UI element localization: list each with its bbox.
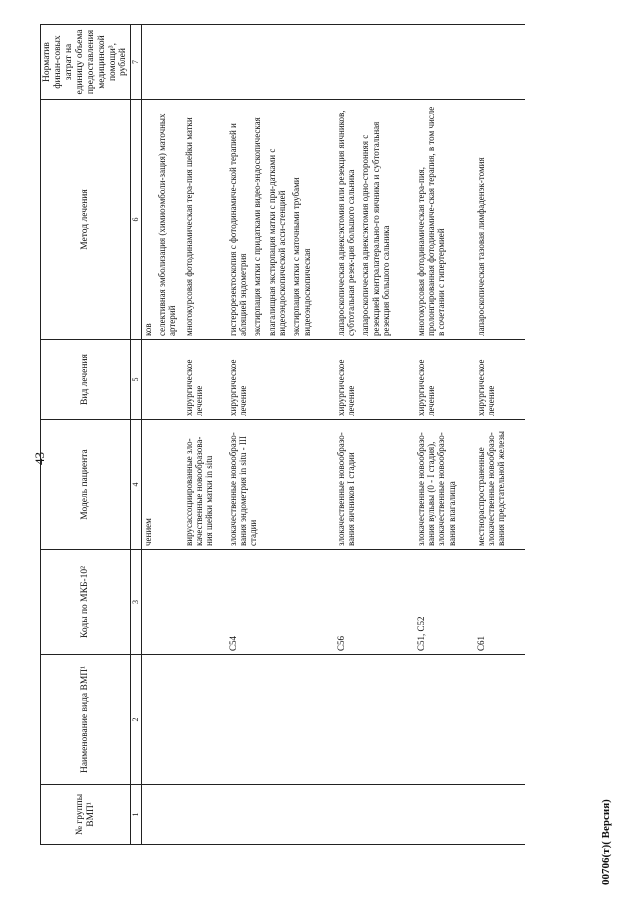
table-row [141, 25, 183, 845]
table-row [335, 25, 415, 845]
treatment-method: лапароскопическая тазовая лимфаденэк-томия [475, 157, 486, 336]
page-number: 43 [32, 452, 47, 465]
header-row [41, 25, 131, 845]
header-cost-standard: Норматив финан-совых затрат на единицу объема предоставления медицинской помощи³, рублей [41, 25, 131, 100]
treatment-methods [227, 100, 335, 340]
treatment-method: влагалищная экстирпация матки с при-датками с видеоэндоскопической асси-стенцией [266, 148, 287, 336]
treatment-methods [415, 100, 475, 340]
treatment-method: ков [142, 323, 153, 336]
header-treatment-type: Вид лечения [41, 340, 131, 420]
header-patient-model: Модель пациента [41, 420, 131, 550]
column-number: 4 [131, 420, 141, 550]
treatment-table [40, 24, 525, 845]
table-row [475, 25, 525, 845]
document-footer: 00706(т)( Версия) [600, 799, 612, 885]
icd-code: C61 [475, 550, 525, 655]
patient-model: злокачественные новообразо-вания вульвы (0 - I стадия), злокачественные новообразо-вания влагалища [415, 420, 475, 550]
icd-code [141, 550, 183, 655]
treatment-type: хирургическое лечение [227, 340, 335, 420]
patient-model: злокачественные новообразо-вания яичников I стадии [335, 420, 415, 550]
column-number: 5 [131, 340, 141, 420]
column-number: 6 [131, 100, 141, 340]
header-vmp-name: Наименование вида ВМП¹ [41, 655, 131, 785]
treatment-method: экстирпация матки с маточными трубами видеоэндоскопическая [291, 177, 312, 336]
treatment-method: многокурсовая фотодинамическая тера-пия, пролонгированная фотодинамиче-ская терапия, в том числе в сочетании с гипертермией [415, 106, 447, 336]
icd-code: C54 [227, 550, 335, 655]
header-group-number: № группы ВМП¹ [41, 785, 131, 845]
patient-model: злокачественные новообразо-вания эндометрия in situ - III стадии [227, 420, 335, 550]
column-number: 7 [131, 25, 141, 100]
icd-code [183, 550, 227, 655]
treatment-method: лапароскопическая аднексэктомия или резекция яичников, субтотальная резек-ция большого сальника [335, 110, 356, 336]
patient-model: вирусассоциированные зло-качественные новообразова-ния шейки матки in situ [183, 420, 227, 550]
header-treatment-method: Метод лечения [41, 100, 131, 340]
patient-model: чением [141, 420, 183, 550]
patient-model: местнораспространенные злокачественные новообразо-вания предстательной железы [475, 420, 525, 550]
treatment-method: экстирпация матки с придатками видео-эндоскопическая [252, 117, 263, 336]
table-row [227, 25, 335, 845]
treatment-methods [475, 100, 525, 340]
treatment-methods [141, 100, 183, 340]
treatment-methods [335, 100, 415, 340]
column-number: 3 [131, 550, 141, 655]
treatment-method: лапароскопическая аднексэктомия одно-сторонняя с резекцией контралатерально-го яичника и субтотальная резекция большого сальника [360, 121, 391, 336]
header-icd-codes: Коды по МКБ-10² [41, 550, 131, 655]
column-number: 2 [131, 655, 141, 785]
treatment-type [141, 340, 183, 420]
table-row [183, 25, 227, 845]
column-number: 1 [131, 785, 141, 845]
treatment-method: гистерорезектоскопия с фотодинамиче-ской терапией и абляцией эндометрия [227, 123, 248, 336]
treatment-method: селективная эмболизация (химиоэмболи-зация) маточных артерий [156, 113, 178, 336]
icd-code: C56 [335, 550, 415, 655]
icd-code: C51, C52 [415, 550, 475, 655]
treatment-type: хирургическое лечение [183, 340, 227, 420]
table-row [415, 25, 475, 845]
treatment-type: хирургическое лечение [335, 340, 415, 420]
treatment-methods [183, 100, 227, 340]
column-number-row [131, 25, 141, 845]
treatment-type: хирургическое лечение [475, 340, 525, 420]
treatment-method: многокурсовая фотодинамическая тера-пия шейки матки [183, 117, 194, 336]
treatment-type: хирургическое лечение [415, 340, 475, 420]
